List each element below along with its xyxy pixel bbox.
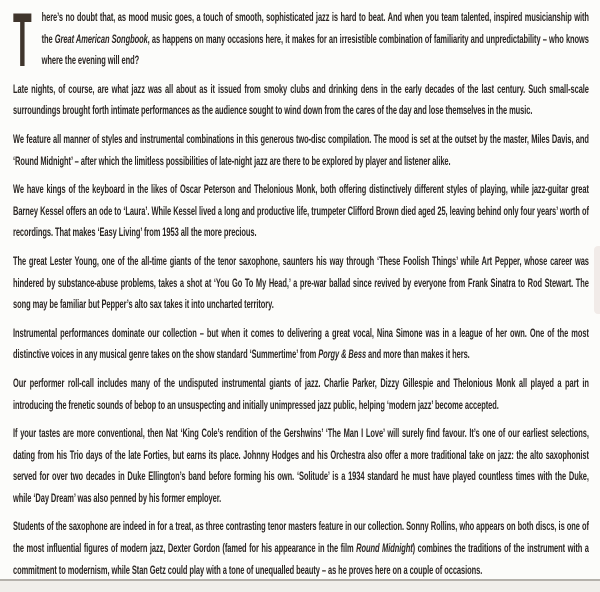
body-text: here’s no doubt that, as mood music goes, a touch of smooth, sophisticated jazz is hard to beat. And when you team talented, inspired musicianship with the <box>41 12 589 46</box>
body-text: Late nights, of course, are what jazz was all about as it issued from smoky clubs and drinking dens in the early decades of the last century. Such small-scale surroundings brought forth intimate performances as the audience sought to wind down from the cares of the day and lose themselves in the music. <box>13 83 589 118</box>
scan-edge-strip <box>0 579 600 592</box>
paragraph <box>13 252 589 317</box>
paragraph <box>13 517 589 582</box>
scan-artifact <box>594 246 600 314</box>
paragraph <box>13 130 589 173</box>
italic-title-text: Round Midnight <box>356 543 413 556</box>
paragraph <box>13 374 589 417</box>
paragraph <box>13 424 589 510</box>
liner-notes-text <box>13 0 589 589</box>
paragraph <box>13 0 589 83</box>
body-text: If your tastes are more conventional, then Nat ‘King Cole’s rendition of the Gershwins’ ‘The Man I Love’ will surely find favour. It’s one of our earliest selections, dating from his Trio days of the late Forties, but earns its place. Johnny Hodges and his Orchestra also offer a more traditional take on jazz: the alto saxophonist served for over two decades in Duke Ellington’s band before forming his own. ‘Solitude’ is a 1934 standard he must have played countless times with the Duke, while ‘Day Dream’ was also penned by his former employer. <box>13 428 589 505</box>
body-text: Students of the saxophone are indeed in for a treat, as three contrasting tenor masters feature in our collection. Sonny Rollins, who appears on both discs, is one of the most influential figures of modern jazz, Dexter Gordon (famed for his appearance in the film <box>13 521 589 556</box>
body-text: ) combines the traditions of the instrument with a commitment to modernism, while Stan Getz could play with a tone of unequalled beauty – as he proves here on a couple of occasions. <box>13 543 589 577</box>
italic-title-text: Great American Songbook <box>54 33 148 46</box>
drop-cap: T <box>13 0 32 83</box>
paragraph <box>13 180 589 245</box>
body-text: , as happens on many occasions here, it makes for an irresistible combination of familiarity and unpredictability – who knows where the evening will end? <box>41 33 589 68</box>
body-text: and more than makes it hers. <box>366 349 470 362</box>
paragraph <box>13 324 589 367</box>
italic-title-text: Porgy & Bess <box>318 349 367 362</box>
body-text: The great Lester Young, one of the all-time giants of the tenor saxophone, saunters his way through ‘These Foolish Things’ while Art Pepper, whose career was hindered by substance-abuse problems, takes a shot at ‘You Go To My Head,’ a pre-war ballad since revived by everyone from Frank Sinatra to Rod Stewart. The song may be familiar but Pepper’s alto sax takes it into uncharted territory. <box>13 255 589 312</box>
body-text: We feature all manner of styles and instrumental combinations in this generous two-disc compilation. The mood is set at the outset by the master, Miles Davis, and ‘Round Midnight’ – after which the limitless possibilities of late-night jazz are there to be explored by player and listener alike. <box>13 133 589 168</box>
body-text: Our performer roll-call includes many of the undisputed instrumental giants of jazz. Charlie Parker, Dizzy Gillespie and Thelonious Monk all played a part in introducing the frenetic sounds of bebop to an unsuspecting and initially unimpressed jazz public, helping ‘modern jazz’ become accepted. <box>13 377 589 412</box>
paragraph <box>13 80 589 123</box>
body-text: We have kings of the keyboard in the likes of Oscar Peterson and Thelonious Monk, both offering distinctively different styles of playing, while jazz-guitar great Barney Kessel offers an ode to ‘Laura’. While Kessel lived a long and productive life, trumpeter Clifford Brown died aged 25, leaving behind only four years’ worth of recordings. That makes ‘Easy Living’ from 1953 all the more precious. <box>13 184 589 240</box>
body-text: Instrumental performances dominate our collection – but when it comes to delivering a great vocal, Nina Simone was in a league of her own. One of the most distinctive voices in any musical genre takes on the show standard ‘Summertime’ from <box>13 327 589 362</box>
